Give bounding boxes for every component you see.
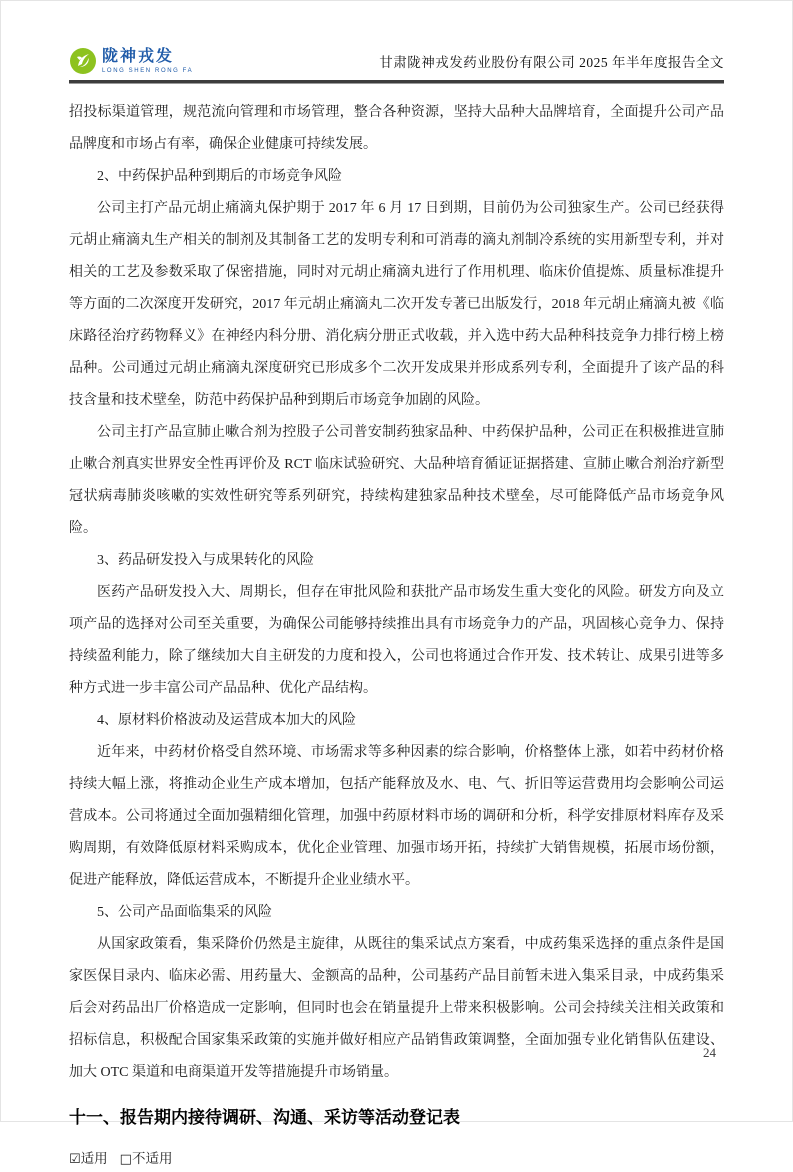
page-number: 24 xyxy=(703,1045,716,1060)
risk-subheading-2: 2、中药保护品种到期后的市场竞争风险 xyxy=(97,169,342,184)
paragraph: 从国家政策看，集采降价仍然是主旋律，从既往的集采试点方案看，中成药集采选择的重点条件是国家医保目录内、临床必需、用药量大、金额高的品种，公司基药产品目前暂未进入集采目录，中成药集采后会对药品出厂价格造成一定影响，但同时也会在销量提升上带来积极影响。公司会持续关注相关政策和招标信息，积极配合国家集采政策的实施并做好相应产品销售政策调整，全面加强专业化销售队伍建设、加大 OTC 渠道和电商渠道开发等措施提升市场销量。 xyxy=(69,937,724,1080)
applicable-option xyxy=(69,1151,108,1166)
company-logo xyxy=(69,47,193,75)
brand-name-cn: 陇神戎发 xyxy=(102,47,175,65)
logo-leaf-icon xyxy=(69,47,97,75)
risk-subheading-4: 4、原材料价格波动及运营成本加大的风险 xyxy=(97,713,356,728)
applicability-row xyxy=(69,1147,724,1172)
section-heading: 十一、报告期内接待调研、沟通、采访等活动登记表 xyxy=(69,1108,460,1127)
paragraph: 公司主打产品宣肺止嗽合剂为控股子公司普安制药独家品种、中药保护品种，公司正在积极推进宣肺止嗽合剂真实世界安全性再评价及 RCT 临床试验研究、大品种培育循证证据搭建、宣肺止嗽合剂治疗新型冠状病毒肺炎咳嗽的实效性研究等系列研究，持续构建独家品种技术壁垒，尽可能降低产品市场竞争风险。 xyxy=(69,425,724,536)
not-applicable-label: 不适用 xyxy=(131,1151,173,1166)
not-applicable-option xyxy=(120,1151,173,1166)
risk-subheading-3: 3、药品研发投入与成果转化的风险 xyxy=(97,553,314,568)
document-title: 甘肃陇神戎发药业股份有限公司 2025 年半年度报告全文 xyxy=(379,55,724,70)
paragraph-continuation: 招投标渠道管理，规范流向管理和市场管理，整合各种资源，坚持大品种大品牌培育，全面提升公司产品品牌度和市场占有率，确保企业健康可持续发展。 xyxy=(69,105,724,152)
paragraph: 公司主打产品元胡止痛滴丸保护期于 2017 年 6 月 17 日到期，目前仍为公司独家生产。公司已经获得元胡止痛滴丸生产相关的制剂及其制备工艺的发明专利和可消毒的滴丸剂制冷系统的实用新型专利，并对相关的工艺及参数采取了保密措施，同时对元胡止痛滴丸进行了作用机理、临床价值提炼、质量标准提升等方面的二次深度开发研究，2017 年元胡止痛滴丸二次开发专著已出版发行，2018 年元胡止痛滴丸被《临床路径治疗药物释义》在神经内科分册、消化病分册正式收载，并入选中药大品种科技竞争力排行榜上榜品种。公司通过元胡止痛滴丸深度研究已形成多个二次开发成果并形成系列专利，全面提升了该产品的科技含量和技术壁垒，防范中药保护品种到期后市场竞争加剧的风险。 xyxy=(69,201,724,408)
paragraph: 近年来，中药材价格受自然环境、市场需求等多种因素的综合影响，价格整体上涨，如若中药材价格持续大幅上涨，将推动企业生产成本增加，包括产能释放及水、电、气、折旧等运营费用均会影响公司运营成本。公司将通过全面加强精细化管理，加强中药原材料市场的调研和分析，科学安排原材料库存及采购周期，有效降低原材料采购成本，优化企业管理、加强市场开拓，持续扩大销售规模，拓展市场份额，促进产能释放，降低运营成本，不断提升企业业绩水平。 xyxy=(69,745,724,888)
applicable-label: 适用 xyxy=(80,1151,108,1166)
paragraph: 医药产品研发投入大、周期长，但存在审批风险和获批产品市场发生重大变化的风险。研发方向及立项产品的选择对公司至关重要，为确保公司能够持续推出具有市场竞争力的产品，巩固核心竞争力、保持持续盈利能力，除了继续加大自主研发的力度和投入，公司也将通过合作开发、技术转让、成果引进等多种方式进一步丰富公司产品品种、优化产品结构。 xyxy=(69,585,724,696)
page-header xyxy=(1,1,792,84)
checked-checkbox-icon: ☑ xyxy=(69,1152,81,1167)
brand-name-en: LONG SHEN RONG FA xyxy=(102,67,194,74)
unchecked-checkbox-icon: □ xyxy=(119,1152,132,1167)
document-body xyxy=(1,84,792,1172)
risk-subheading-5: 5、公司产品面临集采的风险 xyxy=(97,905,272,920)
